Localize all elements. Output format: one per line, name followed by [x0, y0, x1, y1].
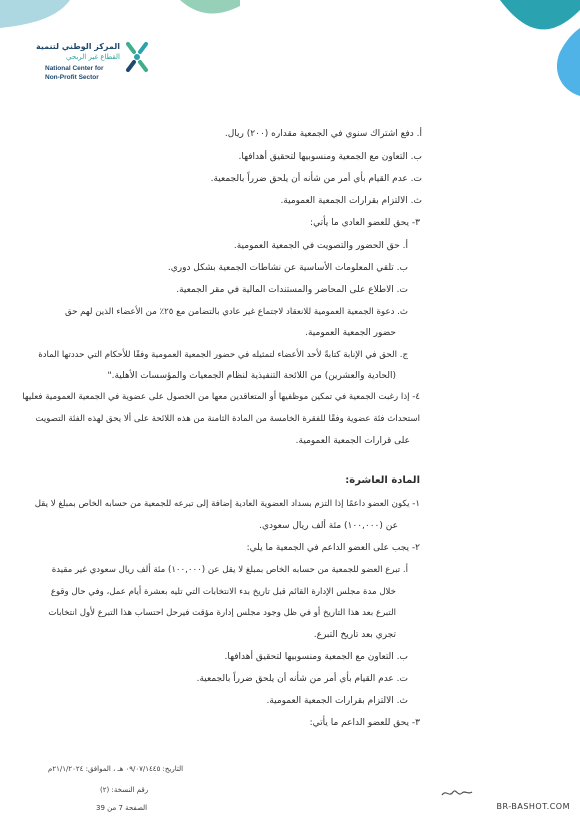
section-item-continuation: عن (١٠٠,٠٠٠) مئة ألف ريال سعودي. [259, 521, 398, 531]
article-heading: المادة العاشرة: [345, 475, 420, 486]
list-item-continuation: تجري بعد تاريخ التبرع. [313, 630, 396, 640]
organization-logo [36, 38, 160, 88]
list-item-continuation: التبرع بعد هذا التاريخ أو في ظل وجود مجلس إدارة مؤقت فيرحل احتساب هذا التبرع لأول انتخابات [48, 608, 396, 618]
section-item-continuation: على قرارات الجمعية العمومية. [295, 436, 410, 446]
section-item-continuation: استحداث فئة عضوية وفقًا للفقرة الخامسة من المادة الثامنة من هذه اللائحة على ألا يحق لهذه الفئة التصويت [35, 414, 420, 424]
list-item-continuation: (الحادية والعشرين) من اللائحة التنفيذية لنظام الجمعيات والمؤسسات الأهلية." [107, 371, 396, 381]
list-item-continuation: حضور الجمعية العمومية. [305, 328, 396, 338]
list-item: أ. دفع اشتراك سنوي في الجمعية مقداره (٢٠٠) ريال. [224, 129, 422, 139]
logo-english-line2: Non-Profit Sector [45, 74, 99, 81]
section-item: ٤- إذا رغبت الجمعية في تمكين موظفيها أو المتعاقدين معها من الحصول على عضوية في الجمعية العمومية فعليها [22, 392, 420, 402]
list-item: ب. التعاون مع الجمعية ومنسوبيها لتحقيق أهدافها. [238, 152, 422, 162]
footer-date: التاريخ: ٠٩/٠٧/١٤٤٥ هـ ، الموافق: ٢١/١/٢٠٢٤م [48, 765, 184, 773]
list-item: ث. الالتزام بقرارات الجمعية العمومية. [266, 696, 408, 706]
list-item: ب. تلقي المعلومات الأساسية عن نشاطات الجمعية بشكل دوري. [167, 263, 408, 273]
section-item: ٢- يجب على العضو الداعم في الجمعية ما يلي: [246, 543, 420, 553]
section-item: ٣- يحق للعضو الداعم ما يأتي: [309, 718, 420, 728]
list-item: ج. الحق في الإنابة كتابةً لأحد الأعضاء لتمثيله في حضور الجمعية العمومية وفقًا للأحكام التي حددتها المادة [38, 350, 408, 360]
list-item: ت. عدم القيام بأي أمر من شأنه أن يلحق ضرراً بالجمعية. [210, 174, 422, 184]
corner-decoration-top-right [460, 0, 580, 110]
list-item: ت. الاطلاع على المحاضر والمستندات المالية في مقر الجمعية. [176, 285, 408, 295]
list-item: ب. التعاون مع الجمعية ومنسوبيها لتحقيق أهدافها. [224, 652, 408, 662]
logo-english-line1: National Center for [45, 65, 104, 72]
watermark: BR-BASHOT.COM [496, 802, 570, 811]
logo-arabic-line1: المركز الوطني لتنمية [36, 42, 120, 51]
list-item: أ. تبرع العضو للجمعية من حسابه الخاص بمبلغ لا يقل عن (١٠٠,٠٠٠) مئة ألف ريال سعودي غير مقيدة [51, 565, 408, 575]
footer-version: رقم النسخة: (٢) [100, 786, 149, 794]
list-item-continuation: خلال مدة مجلس الإدارة القائم قبل تاريخ بدء الانتخابات التي تليه بعشرة أيام عمل، وفي حال وقوع [50, 587, 396, 597]
corner-decoration-top-left [0, 0, 240, 30]
list-item: ث. الالتزام بقرارات الجمعية العمومية. [280, 196, 422, 206]
logo-mark-icon [124, 40, 150, 74]
section-item: ٣- يحق للعضو العادي ما يأتي: [310, 218, 420, 228]
list-item: أ. حق الحضور والتصويت في الجمعية العمومية. [233, 241, 408, 251]
footer-page-number: الصفحة 7 من 39 [96, 804, 148, 812]
list-item: ث. دعوة الجمعية العمومية للانعقاد لاجتماع غير عادي بالتضامن مع ٢٥٪ من الأعضاء الذين لهم حق [64, 307, 408, 317]
section-item: ١- يكون العضو داعمًا إذا التزم بسداد العضوية العادية إضافة إلى تبرعه للجمعية من حسابه الخاص بمبلغ لا يقل [34, 499, 420, 509]
list-item: ت. عدم القيام بأي أمر من شأنه أن يلحق ضرراً بالجمعية. [196, 674, 408, 684]
logo-arabic-line2: القطاع غير الربحي [66, 53, 120, 61]
signature-mark [440, 786, 474, 800]
